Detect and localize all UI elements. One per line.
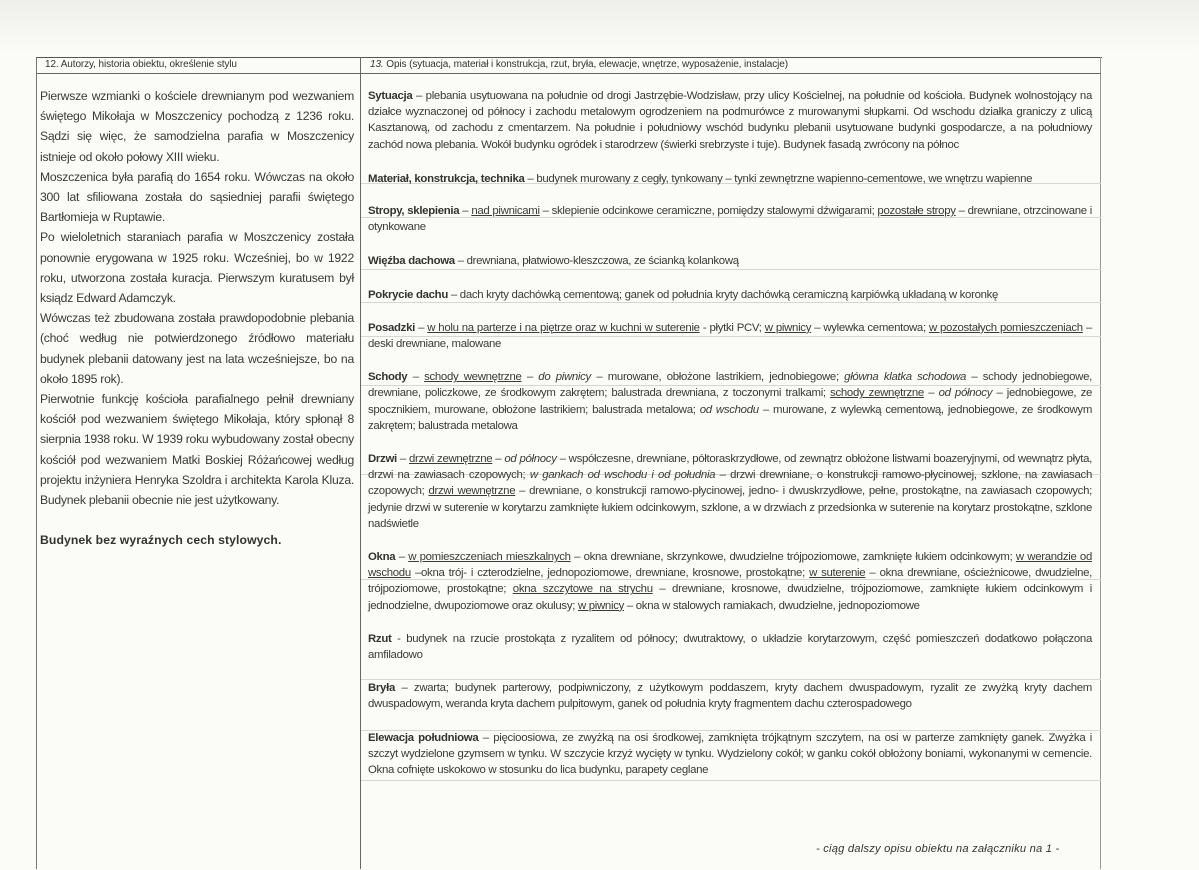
section-wiezba	[368, 253, 1092, 269]
section-text: – okna drewniane, skrzynkowe, dwudzielne trójpoziomowe, zamknięte łukiem odcinkowym;	[570, 551, 1016, 564]
italic-term: do piwnicy	[538, 371, 591, 384]
section-text: – okna w stalowych ramiakach, dwudzielne, jednopoziomowe	[624, 599, 920, 612]
section-text: –	[521, 371, 539, 384]
right-column-header	[370, 59, 788, 70]
frame-left-border	[36, 57, 37, 869]
section-text: – wylewka cementowa;	[811, 321, 929, 334]
section-heading: Sytuacja	[368, 90, 413, 102]
history-paragraph: Po wieloletnich staraniach parafia w Moszczenicy została ponownie erygowana w 1925 roku. Wcześniej, bo w 1922 roku, utworzona została kuracja. Pierwszym kuratusem był ksiądz Edward Adamczyk.	[40, 230, 354, 306]
underlined-term: w werandzie od wschodu	[368, 551, 1092, 580]
section-sytuacja	[368, 88, 1092, 153]
section-text: –	[396, 453, 409, 466]
scan-top-margin	[0, 0, 1199, 52]
section-heading: Schody	[368, 371, 408, 384]
section-heading: Stropy, sklepienia	[368, 205, 460, 218]
section-text: –	[414, 321, 428, 334]
section-text: – budynek murowany z cegły, tynkowany – tynki zewnętrzne wapienno-cementowe, we wnętrzu wapienne	[524, 172, 1033, 185]
section-text: – sklepienie odcinkowe ceramiczne, pomiędzy stalowymi dźwigarami;	[539, 205, 878, 218]
italic-term: od północy	[938, 387, 993, 400]
history-column	[40, 86, 354, 550]
section-heading: Więźba dachowa	[368, 255, 455, 268]
section-elewacja	[368, 730, 1092, 779]
section-separator	[361, 780, 1101, 781]
section-text: –	[407, 371, 425, 384]
section-text: – zwarta; budynek parterowy, podpiwniczony, z użytkowym poddaszem, kryty dachem dwuspadowym, ryzalit ze zwyżką kryty dachem dwuspadowym, weranda kryta dachem pulpitowym, ganek od południa kryty fragmentem dachu czterospadowego	[368, 682, 1092, 711]
section-drzwi	[368, 451, 1092, 532]
section-heading: Okna	[368, 551, 396, 564]
section-text: –	[395, 551, 409, 564]
section-text: – drzwi drewniane, o konstrukcji ramowo-płycinowej, szklone, na zawiasach czopowych;	[368, 469, 1092, 498]
section-text: – murowane, obłożone lastrikiem, jednobiegowe;	[590, 371, 845, 384]
underlined-term: w suterenie	[809, 567, 866, 580]
underlined-term: w pomieszczeniach mieszkalnych	[408, 551, 571, 564]
section-text: – drewniane, otrzcinowane i otynkowane	[368, 205, 1092, 234]
section-text: – murowane, z wylewką cementową, jednobiegowe, ze środkowym zakrętem; balustrada metalowa	[368, 403, 1093, 432]
underlined-term: pozostałe stropy	[877, 205, 956, 218]
frame-right-border	[1100, 57, 1101, 869]
right-header-title: Opis (sytuacja, materiał i konstrukcja, rzut, bryła, elewacje, wnętrze, wyposażenie, instalacje)	[383, 59, 788, 70]
section-stropy	[368, 203, 1092, 235]
continuation-note: - ciąg dalszy opisu obiektu na załączniku na 1 -	[816, 843, 1060, 855]
section-text: – schody jednobiegowe, drewniane, policzkowe, ze środkowym zakrętem; balustrada drewniana, z toczonymi tralkami;	[368, 371, 1092, 400]
description-column	[368, 88, 1092, 778]
section-posadzki	[368, 320, 1092, 352]
right-header-rule	[361, 73, 1101, 74]
left-header-rule	[36, 73, 360, 74]
section-text: – drewniane, krosnowe, dwudzielne, trójpoziomowe, zamknięte łukiem odcinkowym i jednodzielne, dwupoziomowe oraz okulusy;	[368, 583, 1092, 612]
section-text: - budynek na rzucie prostokąta z ryzalitem od północy; dwutraktowy, o układzie korytarzowym, część pomieszczeń dodatkowo połączona amfiladowo	[368, 632, 1092, 662]
underlined-term: schody zewnętrzne	[830, 387, 924, 400]
section-heading: Drzwi	[368, 453, 397, 466]
section-text: – plebania usytuowana na południe od drogi Jastrzębie-Wodzisław, przy ulicy Kościelnej, na południe od kościoła. Budynek wolnostojący na działce wyznaczonej od północy i zachodu metalowym ogrodzeniem na podmurówce z murowanymi słupkami. Od wschodu działka graniczy z ulicą Kasztanową, od zachodu z cmentarzem. Na południe i południowy wschód budynku plebanii usytuowane budynki gospodarcze, a na południowy zachód nowa plebania. Wokół budynku ogródek i starodrzew (świerki srebrzyste i tuje). Budynek fasadą zwrócony na północ	[368, 90, 1092, 151]
underlined-term: schody wewnętrzne	[424, 371, 522, 384]
italic-term: od wschodu	[699, 403, 759, 416]
section-rzut	[368, 631, 1092, 663]
section-text: – drewniana, płatwiowo-kleszczowa, ze ścianką kolankową	[454, 255, 739, 268]
underlined-term: w pozostałych pomieszczeniach	[928, 321, 1083, 334]
section-heading: Elewacja południowa	[368, 731, 479, 744]
history-paragraph: Pierwotnie funkcję kościoła parafialnego pełnił drewniany kościół pod wezwaniem świętego Mikołaja, który spłonął 8 sierpnia 1938 roku. W 1939 roku wybudowany został obecny kościół pod wezwaniem Matki Boskiej Różańcowej według projektu inżyniera Henryka Szoldra i architekta Karola Kluza. Budynek plebanii obecnie nie jest użytkowany.	[40, 392, 354, 508]
section-text: – współczesne, drewniane, półtoraskrzydłowe, od zewnątrz obłożone listwami boazeryjnymi, od wewnątrz płyta, drzwi na zawiasach czopowych;	[368, 453, 1092, 482]
italic-term: główna klatka schodowa	[844, 371, 967, 384]
section-text: –	[923, 387, 939, 400]
history-paragraph: Wówczas też zbudowana została prawdopodobnie plebania (choć według nie potwierdzonego źródłowo materiału budynek plebanii datowany jest na lata wcześniejsze, bo na około 1895 rok).	[40, 311, 354, 386]
section-text: – drewniane, o konstrukcji ramowo-płycinowej, jedno- i dwuskrzydłowe, pełne, prostokątne, na zawiasach czopowych; jedynie drzwi w suterenie w korytarzu zamknięte łukiem odcinkowym, szklone, a w drzwiach z przedsionka w suterenie na korytarz prostokątne, szklone nadświetle	[368, 485, 1092, 530]
section-text: - płytki PCV;	[699, 321, 765, 334]
section-text: – jednobiegowe, ze spocznikiem, murowane, obłożone lastrikiem; balustrada metalowa;	[368, 387, 1093, 416]
section-text: – okna drewniane, ościeżnicowe, dwudzielne, trójpoziomowe, prostokątne;	[368, 567, 1093, 596]
underlined-term: drzwi zewnętrzne	[408, 453, 493, 466]
underlined-term: nad piwnicami	[471, 205, 540, 218]
column-divider	[360, 57, 361, 869]
style-note: Budynek bez wyraźnych cech stylowych.	[40, 533, 282, 548]
section-heading: Posadzki	[368, 321, 415, 334]
section-text: –okna trój- i czterodzielne, jednopoziomowe, drewniane, krosnowe, prostokątne;	[410, 567, 810, 580]
section-text: –	[459, 205, 472, 218]
underlined-term: okna szczytowe na strychu	[512, 583, 653, 596]
section-text: – deski drewniane, malowane	[368, 321, 1092, 351]
section-bryla	[368, 680, 1092, 712]
italic-term: od północy	[504, 453, 557, 466]
section-heading: Materiał, konstrukcja, technika	[368, 172, 525, 185]
underlined-term: drzwi wewnętrzne	[428, 485, 516, 498]
section-text: – dach kryty dachówką cementową; ganek od południa kryty dachówką ceramiczną karpiówką układaną w koronkę	[448, 288, 999, 301]
underlined-term: w piwnicy	[577, 599, 624, 612]
section-text: –	[492, 453, 505, 466]
section-heading: Pokrycie dachu	[368, 288, 449, 301]
underlined-term: w holu na parterze i na piętrze oraz w kuchni w suterenie	[427, 321, 700, 334]
history-paragraph: Pierwsze wzmianki o kościele drewnianym pod wezwaniem świętego Mikołaja w Moszczenicy pochodzą z 1236 roku. Sądzi się więc, że samodzielna parafia w Moszczenicy istnieje od około połowy XIII wieku.	[40, 89, 354, 164]
left-column-header: 12. Autorzy, historia obiektu, określenie stylu	[45, 59, 237, 70]
underlined-term: w piwnicy	[764, 321, 812, 334]
section-pokrycie	[368, 287, 1092, 303]
history-paragraph: Moszczenica była parafią do 1654 roku. Wówczas na około 300 lat sfiliowana została do sąsiedniej parafii świętego Bartłomieja w Ruptawie.	[40, 169, 354, 225]
section-heading: Bryła	[368, 682, 395, 695]
section-text: – pięcioosiowa, ze zwyżką na osi środkowej, zamknięta trójkątnym szczytem, na osi w parterze zamknięty ganek. Zwyżka i szczyt wydzielone gzymsem w tynku. W szczycie krzyż wycięty w tynku. Wydzielony cokół; w ganku cokół obłożony boniami, wykonanymi w cemencie. Okna cofnięte uskokowo w stosunku do lica budynku, parapety ceglane	[368, 731, 1092, 777]
section-heading: Rzut	[368, 632, 392, 645]
section-okna	[368, 549, 1092, 614]
section-schody	[368, 369, 1092, 434]
italic-term: w gankach od wschodu i od południa	[529, 469, 716, 482]
right-header-number: 13.	[370, 59, 384, 70]
section-material	[368, 171, 1092, 187]
